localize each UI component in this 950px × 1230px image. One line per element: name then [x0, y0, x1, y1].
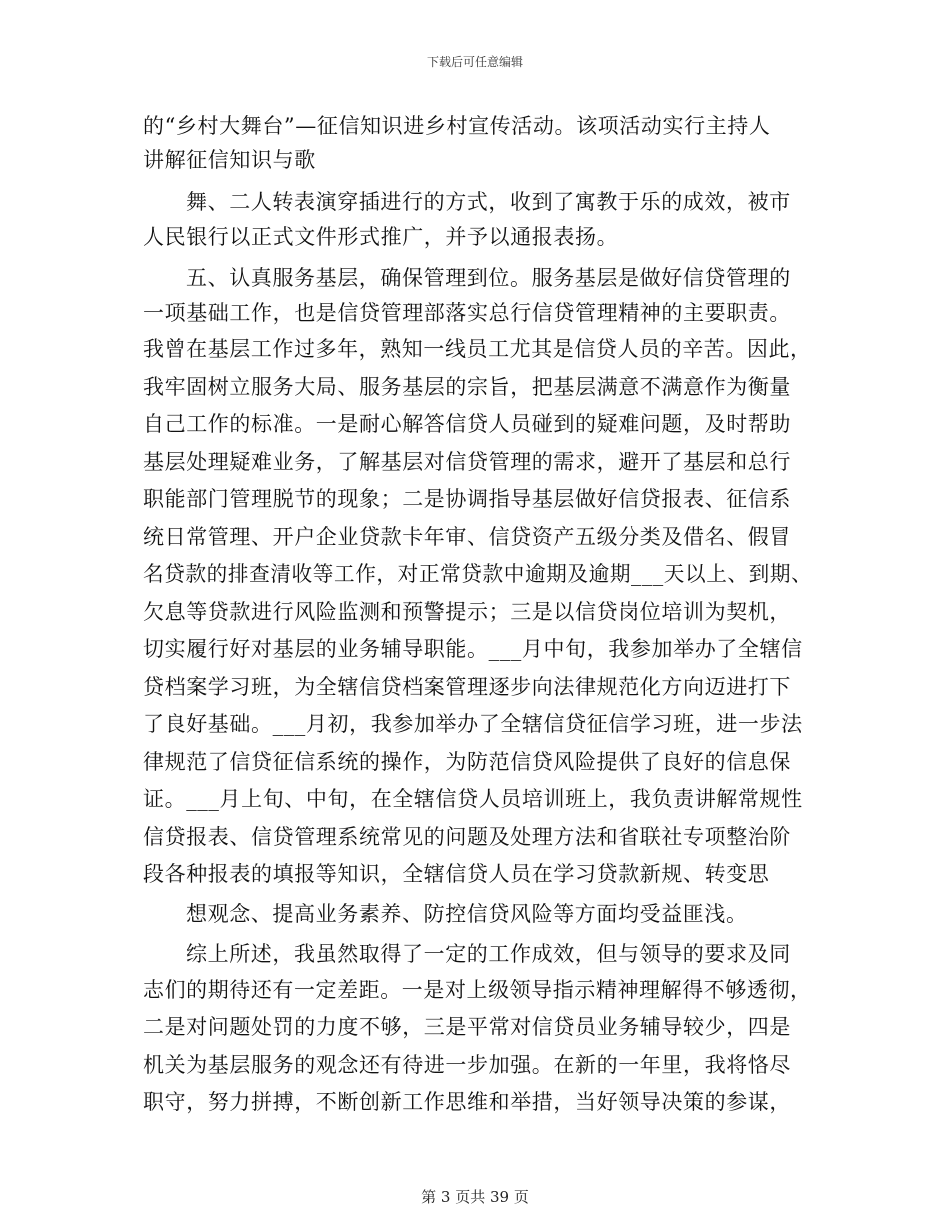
text-line: 基层处理疑难业务，了解基层对信贷管理的需求，避开了基层和总行: [143, 450, 791, 474]
text-line: 舞、二人转表演穿插进行的方式，收到了寓教于乐的成效，被市: [186, 190, 791, 214]
text-line: 律规范了信贷征信系统的操作，为防范信贷风险提供了良好的信息保: [143, 750, 791, 774]
text-line: 名贷款的排查清收等工作，对正常贷款中逾期及逾期___天以上、到期、: [143, 562, 813, 586]
text-line: 欠息等贷款进行风险监测和预警提示；三是以信贷岗位培训为契机，: [143, 600, 791, 624]
text-line: 了良好基础。___月初，我参加举办了全辖信贷征信学习班，进一步法: [143, 712, 803, 736]
text-line: 证。___月上旬、中旬，在全辖信贷人员培训班上，我负责讲解常规性: [143, 787, 803, 811]
text-line: 统日常管理、开户企业贷款卡年审、信贷资产五级分类及借名、假冒: [143, 525, 791, 549]
text-line: 一项基础工作，也是信贷管理部落实总行信贷管理精神的主要职责。: [143, 301, 791, 325]
text-line: 信贷报表、信贷管理系统常见的问题及处理方法和省联社专项整治阶: [143, 825, 791, 849]
text-line: 五、认真服务基层，确保管理到位。服务基层是做好信贷管理的: [186, 266, 791, 290]
text-line: 志们的期待还有一定差距。一是对上级领导指示精神理解得不够透彻，: [143, 978, 812, 1002]
text-line: 的“乡村大舞台”—征信知识进乡村宣传活动。该项活动实行主持人: [143, 114, 771, 138]
text-line: 职能部门管理脱节的现象；二是协调指导基层做好信贷报表、征信系: [143, 487, 791, 511]
text-line: 职守，努力拼搏，不断创新工作思维和举措，当好领导决策的参谋，: [143, 1090, 791, 1114]
text-line: 讲解征信知识与歌: [143, 148, 316, 172]
text-line: 切实履行好对基层的业务辅导职能。___月中旬，我参加举办了全辖信: [143, 637, 803, 661]
text-line: 人民银行以正式文件形式推广，并予以通报表扬。: [143, 225, 619, 249]
text-line: 自己工作的标准。一是耐心解答信贷人员碰到的疑难问题，及时帮助: [143, 412, 791, 436]
text-line: 段各种报表的填报等知识，全辖信贷人员在学习贷款新规、转变思: [143, 862, 770, 886]
page-header: 下载后可任意编辑: [426, 55, 523, 69]
text-line: 综上所述，我虽然取得了一定的工作成效，但与领导的要求及同: [186, 942, 791, 966]
text-line: 我牢固树立服务大局、服务基层的宗旨，把基层满意不满意作为衡量: [143, 375, 791, 399]
text-line: 想观念、提高业务素养、防控信贷风险等方面均受益匪浅。: [186, 902, 748, 926]
text-line: 我曾在基层工作过多年，熟知一线员工尤其是信贷人员的辛苦。因此，: [143, 337, 812, 361]
text-line: 机关为基层服务的观念还有待进一步加强。在新的一年里，我将恪尽: [143, 1053, 791, 1077]
text-line: 贷档案学习班，为全辖信贷档案管理逐步向法律规范化方向迈进打下: [143, 675, 791, 699]
text-line: 二是对问题处罚的力度不够，三是平常对信贷员业务辅导较少，四是: [143, 1015, 791, 1039]
page-footer: 第 3 页共 39 页: [421, 1188, 529, 1206]
